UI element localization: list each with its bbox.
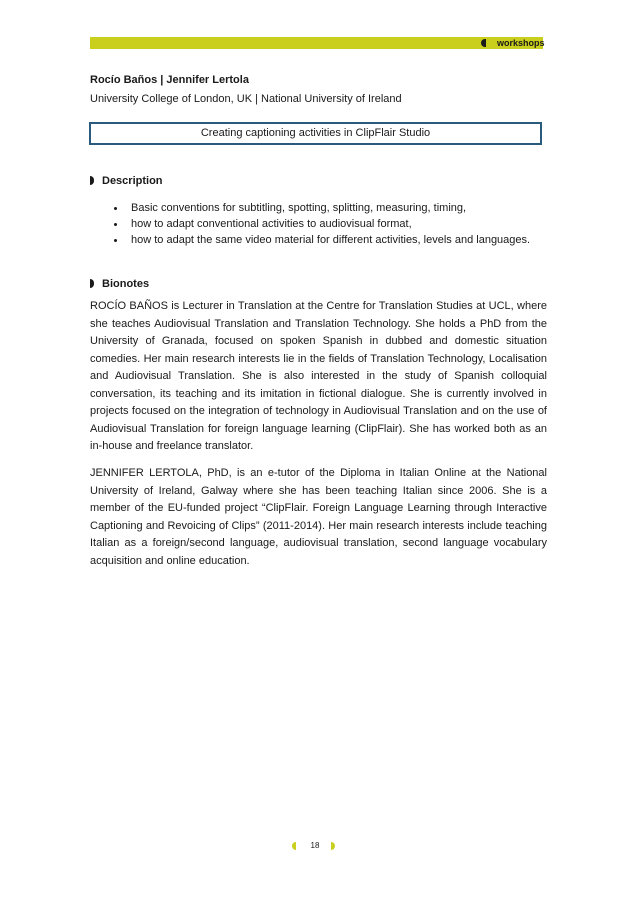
header-bullet-icon — [481, 39, 486, 47]
footer-left-mark-icon — [292, 842, 296, 850]
list-item — [110, 232, 530, 248]
section-bullet-icon — [90, 176, 94, 185]
list-item-text: how to adapt conventional activities to audiovisual format, — [131, 218, 412, 230]
bionotes-heading-label: Bionotes — [102, 278, 150, 290]
section-bullet-icon — [90, 279, 94, 288]
bullet-dot-icon — [114, 207, 117, 210]
description-heading-label: Description — [102, 175, 163, 187]
page-number: 18 — [310, 841, 320, 850]
footer-right-mark-icon — [331, 842, 335, 850]
bullet-dot-icon — [114, 223, 117, 226]
list-item — [110, 200, 530, 216]
bionote-paragraph-banos: ROCÍO BAÑOS is Lecturer in Translation at the Centre for Translation Studies at UCL, where she teaches Audiovisual Translation and Translation Technology. She holds a PhD from the University of Granada, focused on spoken Spanish in dubbed and domestic situation comedies. Her main research interests lie in the fields of Translation Technology, Localisation and Audiovisual Translation. She is also interested in the study of Spanish colloquial conversation, its teaching and its imitation in fictional dialogue. She is currently involved in projects focused on the integration of technology in Audiovisual Translation and on the use of Audiovisual Translation for foreign language learning (ClipFlair). She has worked both as an in-house and freelance translator. — [90, 300, 547, 452]
affiliation: University College of London, UK | National University of Ireland — [90, 93, 402, 105]
bullet-dot-icon — [114, 239, 117, 242]
list-item — [110, 216, 530, 232]
description-heading — [90, 175, 163, 187]
page-footer — [0, 839, 638, 853]
bionotes-heading — [90, 278, 149, 290]
authors: Rocío Baños | Jennifer Lertola — [90, 74, 249, 86]
workshop-title: Creating captioning activities in ClipFlair Studio — [89, 122, 542, 145]
description-list — [110, 200, 530, 248]
header-section-label: workshops — [497, 38, 545, 48]
header-bar — [90, 37, 543, 49]
list-item-text: how to adapt the same video material for different activities, levels and languages. — [131, 234, 531, 246]
list-item-text: Basic conventions for subtitling, spotting, splitting, measuring, timing, — [131, 202, 467, 214]
bionote-paragraph-lertola: JENNIFER LERTOLA, PhD, is an e-tutor of the Diploma in Italian Online at the National University of Ireland, Galway where she has been teaching Italian since 2006. She is a member of the EU-funded project “ClipFlair. Foreign Language Learning through Interactive Captioning and Revoicing of Clips” (2011-2014). Her main research interests include teaching Italian as a foreign/second language, audiovisual translation, second language vocabulary acquisition and online education. — [90, 467, 547, 567]
